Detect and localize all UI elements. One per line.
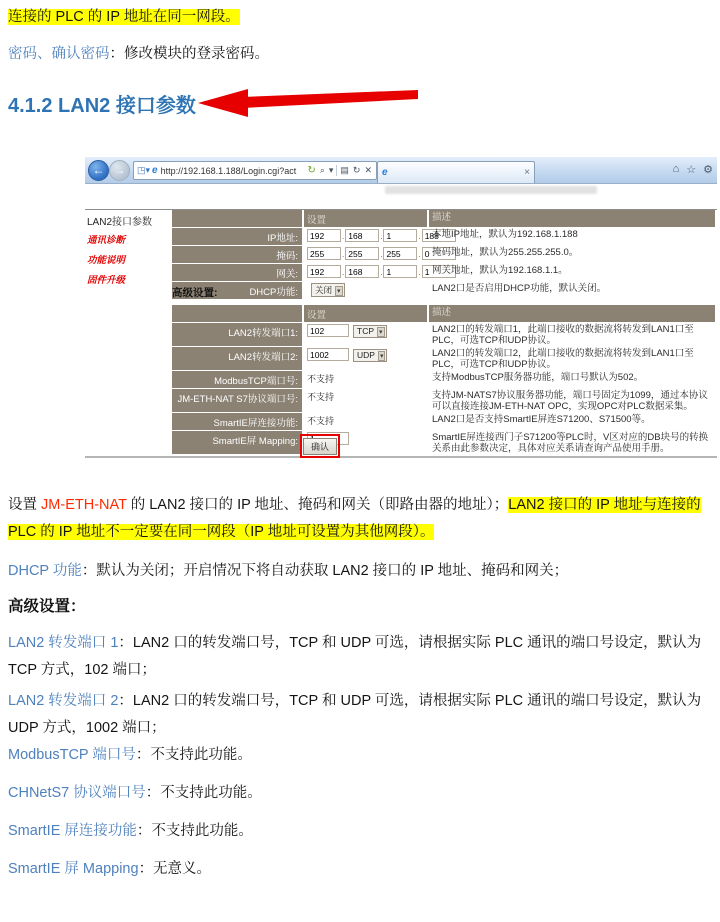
port1-protocol-value: TCP <box>357 325 374 336</box>
gateway-octet-input[interactable] <box>383 265 417 278</box>
term-chnets7: CHNetS7 协议端口号 <box>8 785 146 801</box>
back-button[interactable]: ← <box>88 160 109 181</box>
row-desc: LAN2口的转发端口1，此端口接收的数据流将转发到LAN1口至PLC，可选TCP和UDP协议。 <box>432 324 694 346</box>
table-header-row <box>172 305 715 322</box>
home-icon[interactable]: ⌂ <box>672 163 680 175</box>
content-bottom-rule <box>85 456 717 458</box>
favorites-icon[interactable]: ☆ <box>686 164 697 176</box>
row-label: ModbusTCP端口号: <box>172 371 302 388</box>
para-dhcp <box>8 558 712 585</box>
lan2-basic-table <box>172 210 715 299</box>
gateway-octet-input[interactable] <box>307 265 341 278</box>
para-modbustcp-rest: ：不支持此功能。 <box>135 747 252 763</box>
row-label: 掩码: <box>172 246 302 263</box>
dhcp-select[interactable] <box>311 283 345 297</box>
confirm-highlight-box <box>300 434 340 458</box>
ip-octet-input[interactable] <box>345 229 379 242</box>
dhcp-select-value: 关闭 <box>315 285 333 295</box>
header-empty-cell <box>172 305 302 322</box>
forward-port1-input[interactable] <box>307 324 349 337</box>
para-smartie-connect-rest: ：不支持此功能。 <box>136 823 253 839</box>
para-same-subnet <box>8 4 712 31</box>
port1-protocol-select[interactable] <box>353 325 387 338</box>
row-desc: LAN2口是否支持SmartIE屏连S71200、S71500等。 <box>432 414 651 425</box>
table-row <box>172 347 715 370</box>
subheading-advanced: 高级设置： <box>8 598 86 615</box>
window-shadow <box>385 186 597 194</box>
term-modbustcp: ModbusTCP 端口号 <box>8 747 136 763</box>
row-desc: SmartIE屏连接西门子S71200等PLC时，V区对应的DB块号的转换关系由此参数决定，具体对应关系请查询产品使用手册。 <box>432 432 709 454</box>
para-dhcp-rest: ：默认为关闭；开启情况下将自动获取 LAN2 接口的 IP 地址、掩码和网关； <box>81 563 569 579</box>
heading-text: 4.1.2 LAN2 接口参数 <box>8 94 196 117</box>
row-value-text: 不支持 <box>307 392 335 402</box>
row-label: SmartIE屏 Mapping: <box>172 431 302 454</box>
header-empty-cell <box>172 210 302 227</box>
tools-icon[interactable]: ⚙ <box>703 164 713 176</box>
para-lan2-ip <box>8 492 712 546</box>
table-row <box>172 246 715 263</box>
sidebar-item-functions[interactable]: 功能说明 <box>87 255 126 266</box>
term-port1: LAN2 转发端口 1 <box>8 635 119 651</box>
mask-octet-input[interactable] <box>383 247 417 260</box>
dot: . <box>342 231 345 241</box>
go-icon[interactable]: ↻ <box>307 165 316 176</box>
ie-icon: e <box>152 165 158 176</box>
compatibility-icon[interactable]: ▤ <box>340 165 349 175</box>
lan2-advanced-table <box>172 305 715 454</box>
chevron-down-icon: ▾ <box>379 352 384 360</box>
para-smartie-mapping <box>8 856 712 883</box>
term-password: 密码、确认密码 <box>8 46 110 62</box>
gateway-octet-input[interactable] <box>345 265 379 278</box>
dot: . <box>380 249 383 259</box>
para-port1-rest: ：LAN2 口的转发端口号，TCP 和 UDP 可选，请根据实际 PLC 通讯的端口号设定，默认为 TCP 方式，102 端口； <box>8 635 702 678</box>
sidebar-item-firmware[interactable]: 固件升级 <box>87 275 126 286</box>
stop-icon[interactable]: ✕ <box>364 165 372 175</box>
sidebar-item-diagnostics[interactable]: 通讯诊断 <box>87 235 126 246</box>
table-row <box>172 431 715 454</box>
row-label: SmartIE屏连接功能: <box>172 413 302 430</box>
row-desc: 支持ModbusTCP服务器功能，端口号默认为502。 <box>432 372 644 383</box>
divider <box>336 165 337 176</box>
browser-chrome <box>85 157 717 184</box>
sidebar-title: LAN2接口参数 <box>87 217 153 228</box>
port2-protocol-value: UDP <box>357 349 375 360</box>
header-setting: 设置 <box>304 305 427 322</box>
para-password <box>8 41 712 68</box>
red-arrow-icon <box>198 88 420 118</box>
table-row <box>172 282 715 299</box>
header-desc: 描述 <box>429 210 715 227</box>
term-dhcp: DHCP 功能 <box>8 563 82 579</box>
row-label: LAN2转发端口2: <box>172 347 302 370</box>
dot: . <box>342 249 345 259</box>
caret-down-icon[interactable]: ▾ <box>328 165 334 175</box>
row-desc: 掩码地址，默认为255.255.255.0。 <box>432 247 579 258</box>
dot: . <box>418 267 421 277</box>
ip-octet-input[interactable] <box>307 229 341 242</box>
dot: . <box>380 267 383 277</box>
row-label: DHCP功能: <box>172 282 302 299</box>
chevron-down-icon: ▾ <box>337 288 341 295</box>
dot: . <box>380 231 383 241</box>
highlight-text: LAN2 接口的 IP 地址与连接的 PLC 的 IP 地址不一定要在同一网段（IP 地址可设置为其他网段）。 <box>8 497 701 540</box>
confirm-button[interactable]: 确认 <box>303 438 337 455</box>
port2-protocol-select[interactable] <box>353 349 387 362</box>
para-chnets7-rest: ：不支持此功能。 <box>145 785 262 801</box>
term-port2: LAN2 转发端口 2 <box>8 693 119 709</box>
header-desc: 描述 <box>429 305 715 322</box>
para-mid: 的 LAN2 接口的 IP 地址、掩码和网关（即路由器的地址）； <box>126 497 509 513</box>
table-row <box>172 228 715 245</box>
term-smartie-connect: SmartIE 屏连接功能 <box>8 823 137 839</box>
url-text[interactable]: http://192.168.1.188/Login.cgi?act <box>160 165 297 176</box>
para-port2 <box>8 688 712 742</box>
row-label: IP地址: <box>172 228 302 245</box>
advanced-settings-label: 高级设置: <box>172 287 218 299</box>
para-prefix: 设置 <box>8 497 42 513</box>
para-password-rest: ：修改模块的登录密码。 <box>109 46 269 62</box>
dot: . <box>418 231 421 241</box>
table-row <box>172 264 715 281</box>
mask-octet-input[interactable] <box>307 247 341 260</box>
para-chnets7 <box>8 780 712 807</box>
address-bar[interactable] <box>133 161 377 180</box>
term-jm-eth-nat: JM-ETH-NAT <box>41 497 127 513</box>
forward-port2-input[interactable] <box>307 348 349 361</box>
forward-button[interactable]: → <box>109 160 130 181</box>
table-row <box>172 323 715 346</box>
highlight-text: 连接的 PLC 的 IP 地址在同一网段。 <box>8 9 240 25</box>
tab-close-icon[interactable]: × <box>524 167 530 178</box>
table-row <box>172 413 715 430</box>
row-value-text: 不支持 <box>307 374 335 384</box>
table-row <box>172 389 715 412</box>
row-label: LAN2转发端口1: <box>172 323 302 346</box>
chrome-toolbar <box>673 163 713 176</box>
table-row <box>172 371 715 388</box>
mask-octet-input[interactable] <box>345 247 379 260</box>
section-heading <box>8 88 420 118</box>
tab-favicon-icon: e <box>382 167 388 178</box>
page-icon: ◳▾ <box>137 165 151 175</box>
row-desc: LAN2口的转发端口2，此端口接收的数据流将转发到LAN1口至PLC，可选TCP和UDP协议。 <box>432 348 694 370</box>
dot: . <box>342 267 345 277</box>
para-smartie-mapping-rest: ：无意义。 <box>138 861 212 877</box>
row-value-text: 不支持 <box>307 416 335 426</box>
row-label: JM-ETH-NAT S7协议端口号: <box>172 389 302 412</box>
para-modbustcp <box>8 742 712 769</box>
chevron-down-icon: ▾ <box>379 328 383 336</box>
para-smartie-connect <box>8 818 712 845</box>
para-port2-rest: ：LAN2 口的转发端口号，TCP 和 UDP 可选，请根据实际 PLC 通讯的端口号设定，默认为 UDP 方式，1002 端口； <box>8 693 702 736</box>
browser-tab[interactable] <box>377 161 535 183</box>
header-setting: 设置 <box>304 210 427 227</box>
row-desc: 网关地址，默认为192.168.1.1。 <box>432 265 568 276</box>
table-header-row <box>172 210 715 227</box>
row-desc: 本地IP地址，默认为192.168.1.188 <box>432 229 578 240</box>
row-desc: LAN2口是否启用DHCP功能，默认关闭。 <box>432 283 607 294</box>
row-label: 网关: <box>172 264 302 281</box>
dot: . <box>418 249 421 259</box>
para-port1 <box>8 630 712 684</box>
browser-screenshot <box>85 157 717 460</box>
search-icon[interactable]: ⌕ <box>319 165 325 175</box>
term-smartie-mapping: SmartIE 屏 Mapping <box>8 861 139 877</box>
row-desc: 支持JM-NATS7协议服务器功能，端口号固定为1099，通过本协议可以直接连接JM-ETH-NAT OPC，实现OPC对PLC数据采集。 <box>432 390 708 412</box>
refresh-icon[interactable]: ↻ <box>352 165 361 175</box>
ip-octet-input[interactable] <box>383 229 417 242</box>
